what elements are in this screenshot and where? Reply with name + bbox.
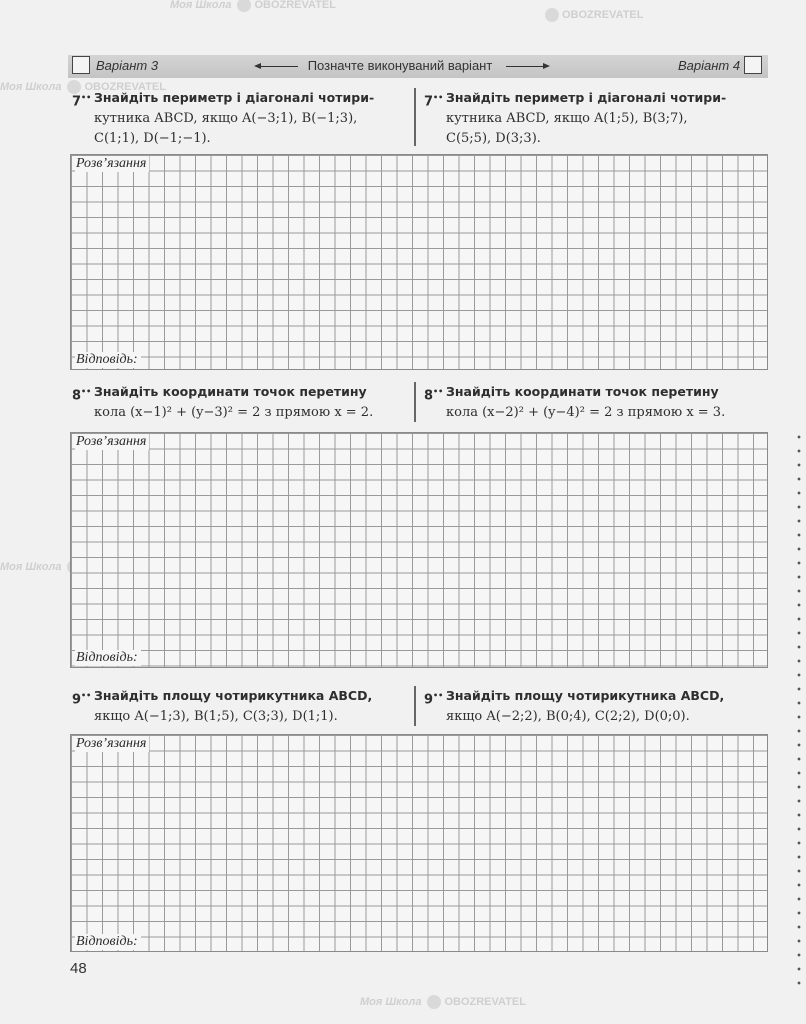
- task-number: 7••: [72, 93, 92, 110]
- arrow-right-icon: [506, 66, 548, 67]
- task-number: 7••: [424, 93, 444, 110]
- task-condition: якщо A(−1;3), B(1;5), C(3;3), D(1;1).: [94, 709, 338, 724]
- obozrevatel-logo-icon: [237, 0, 251, 12]
- task-statement: Знайдіть площу чотирикутника ABCD,: [446, 688, 725, 703]
- solution-grid-9[interactable]: [70, 734, 768, 952]
- variant-header: [68, 55, 768, 78]
- watermark: Моя Школа: [0, 560, 166, 574]
- page-number: 48: [70, 960, 87, 977]
- task-statement: Знайдіть координати точок перетину: [446, 384, 719, 399]
- answer-label: Відповідь:: [75, 934, 141, 950]
- solution-label: Розв’язання: [75, 156, 149, 172]
- task-condition: кола (x−1)² + (y−3)² = 2 з прямою x = 2.: [94, 405, 374, 420]
- variant-3-label: Варіант 3: [96, 58, 159, 73]
- obozrevatel-logo-icon: [545, 8, 559, 22]
- solution-label: Розв’язання: [75, 736, 149, 752]
- task-condition: кола (x−2)² + (y−4)² = 2 з прямою x = 3.: [446, 405, 726, 420]
- task-condition: якщо A(−2;2), B(0;4), C(2;2), D(0;0).: [446, 709, 690, 724]
- task-number: 8••: [424, 387, 444, 404]
- answer-label: Відповідь:: [75, 650, 141, 666]
- task-statement: Знайдіть периметр і діагоналі чотири-: [94, 90, 375, 105]
- task-number: 9••: [72, 691, 92, 708]
- task-condition: C(1;1), D(−1;−1).: [94, 131, 211, 146]
- variant-divider: [414, 382, 416, 422]
- spiral-binding: [796, 430, 802, 990]
- watermark: OBOZREVATEL: [545, 8, 643, 22]
- task-condition: кутника ABCD, якщо A(−3;1), B(−1;3),: [94, 111, 358, 126]
- task-statement: Знайдіть площу чотирикутника ABCD,: [94, 688, 373, 703]
- watermark: Моя Школа OBOZREVATEL: [360, 995, 526, 1008]
- obozrevatel-logo-icon: [427, 995, 441, 1009]
- variant-divider: [414, 88, 416, 146]
- task-number: 9••: [424, 691, 444, 708]
- solution-grid-8[interactable]: [70, 432, 768, 668]
- header-instruction: Позначте виконуваний варіант: [307, 58, 493, 73]
- task-statement: Знайдіть периметр і діагоналі чотири-: [446, 90, 727, 105]
- watermark: Моя Школа OBOZREVATEL: [170, 0, 336, 11]
- variant-4-label: Варіант 4: [678, 58, 741, 73]
- watermark: Моя Школа OBOZREVATEL: [0, 80, 166, 93]
- task-number: 8••: [72, 387, 92, 404]
- variant-3-checkbox[interactable]: [72, 56, 90, 74]
- task-statement: Знайдіть координати точок перетину: [94, 384, 367, 399]
- solution-grid-7[interactable]: [70, 154, 768, 370]
- task-condition: C(5;5), D(3;3).: [446, 131, 541, 146]
- task-condition: кутника ABCD, якщо A(1;5), B(3;7),: [446, 111, 688, 126]
- variant-divider: [414, 686, 416, 726]
- solution-label: Розв’язання: [75, 434, 149, 450]
- answer-label: Відповідь:: [75, 352, 141, 368]
- variant-4-checkbox[interactable]: [744, 56, 762, 74]
